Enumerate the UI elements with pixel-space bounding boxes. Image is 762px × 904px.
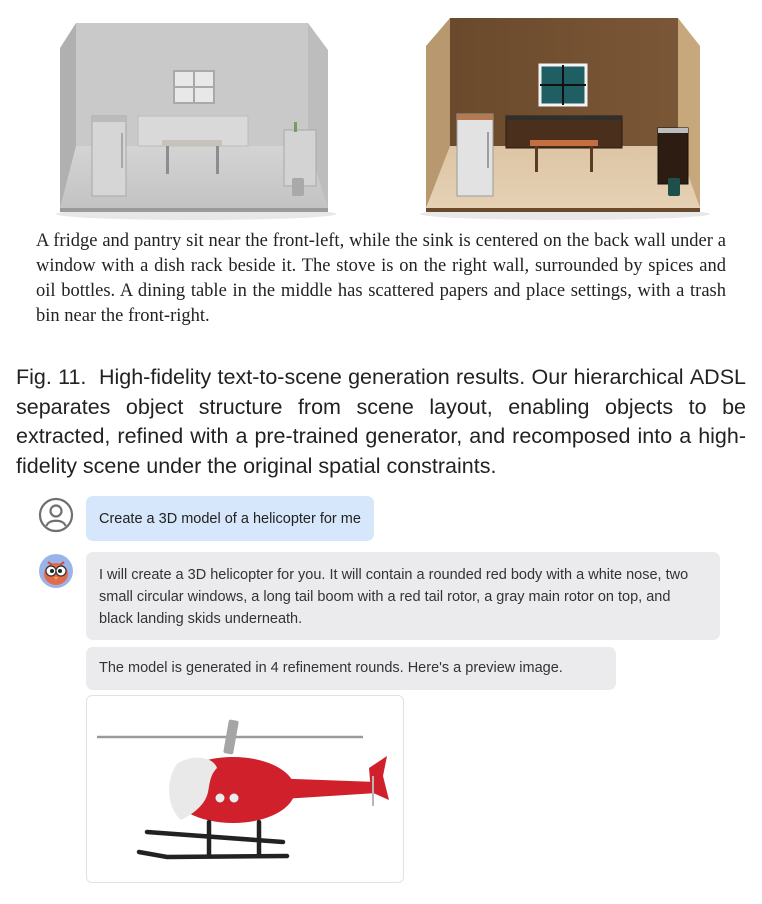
caption-adsl: ADSL: [689, 365, 747, 389]
user-message: Create a 3D model of a helicopter for me: [86, 496, 374, 541]
scene-description: A fridge and pantry sit near the front-left, while the sink is centered on the back wall under a window with a dish rack beside it. The stove is on the right wall, surrounded by spices and oil bottles. A dining table in the middle has scattered papers and place settings, with a trash bin near the front-right.: [36, 231, 726, 326]
bird-avatar-icon: [38, 553, 74, 589]
figure-label: Fig. 11.: [16, 365, 87, 389]
cropped-text-line: [40, 0, 740, 4]
caption-text-2: separates object structure from scene layout, enabling objects to be extracted, refined with a pre-trained generator, and recomposed into a high-fidelity scene under the original spatial constraints.: [16, 394, 746, 478]
helicopter-render: [87, 696, 403, 882]
assistant-message: I will create a 3D helicopter for you. It will contain a rounded red body with a white nose, two small circular windows, a long tail boom with a red tail rotor, a gray main rotor on top, and black landing skids underneath.: [86, 552, 720, 640]
caption-text-1: High-fidelity text-to-scene generation results. Our hierarchical: [98, 365, 690, 389]
window-right: [230, 794, 239, 803]
kitchen-render-textured: [420, 18, 710, 220]
helicopter-preview-image[interactable]: [86, 695, 404, 883]
kitchen-render-untextured: [56, 18, 336, 220]
landing-skids: [139, 822, 287, 857]
assistant-status-message: The model is generated in 4 refinement rounds. Here's a preview image.: [86, 647, 616, 690]
window-left: [216, 794, 225, 803]
user-circle-icon: [38, 497, 74, 533]
figure-caption: [16, 363, 746, 481]
